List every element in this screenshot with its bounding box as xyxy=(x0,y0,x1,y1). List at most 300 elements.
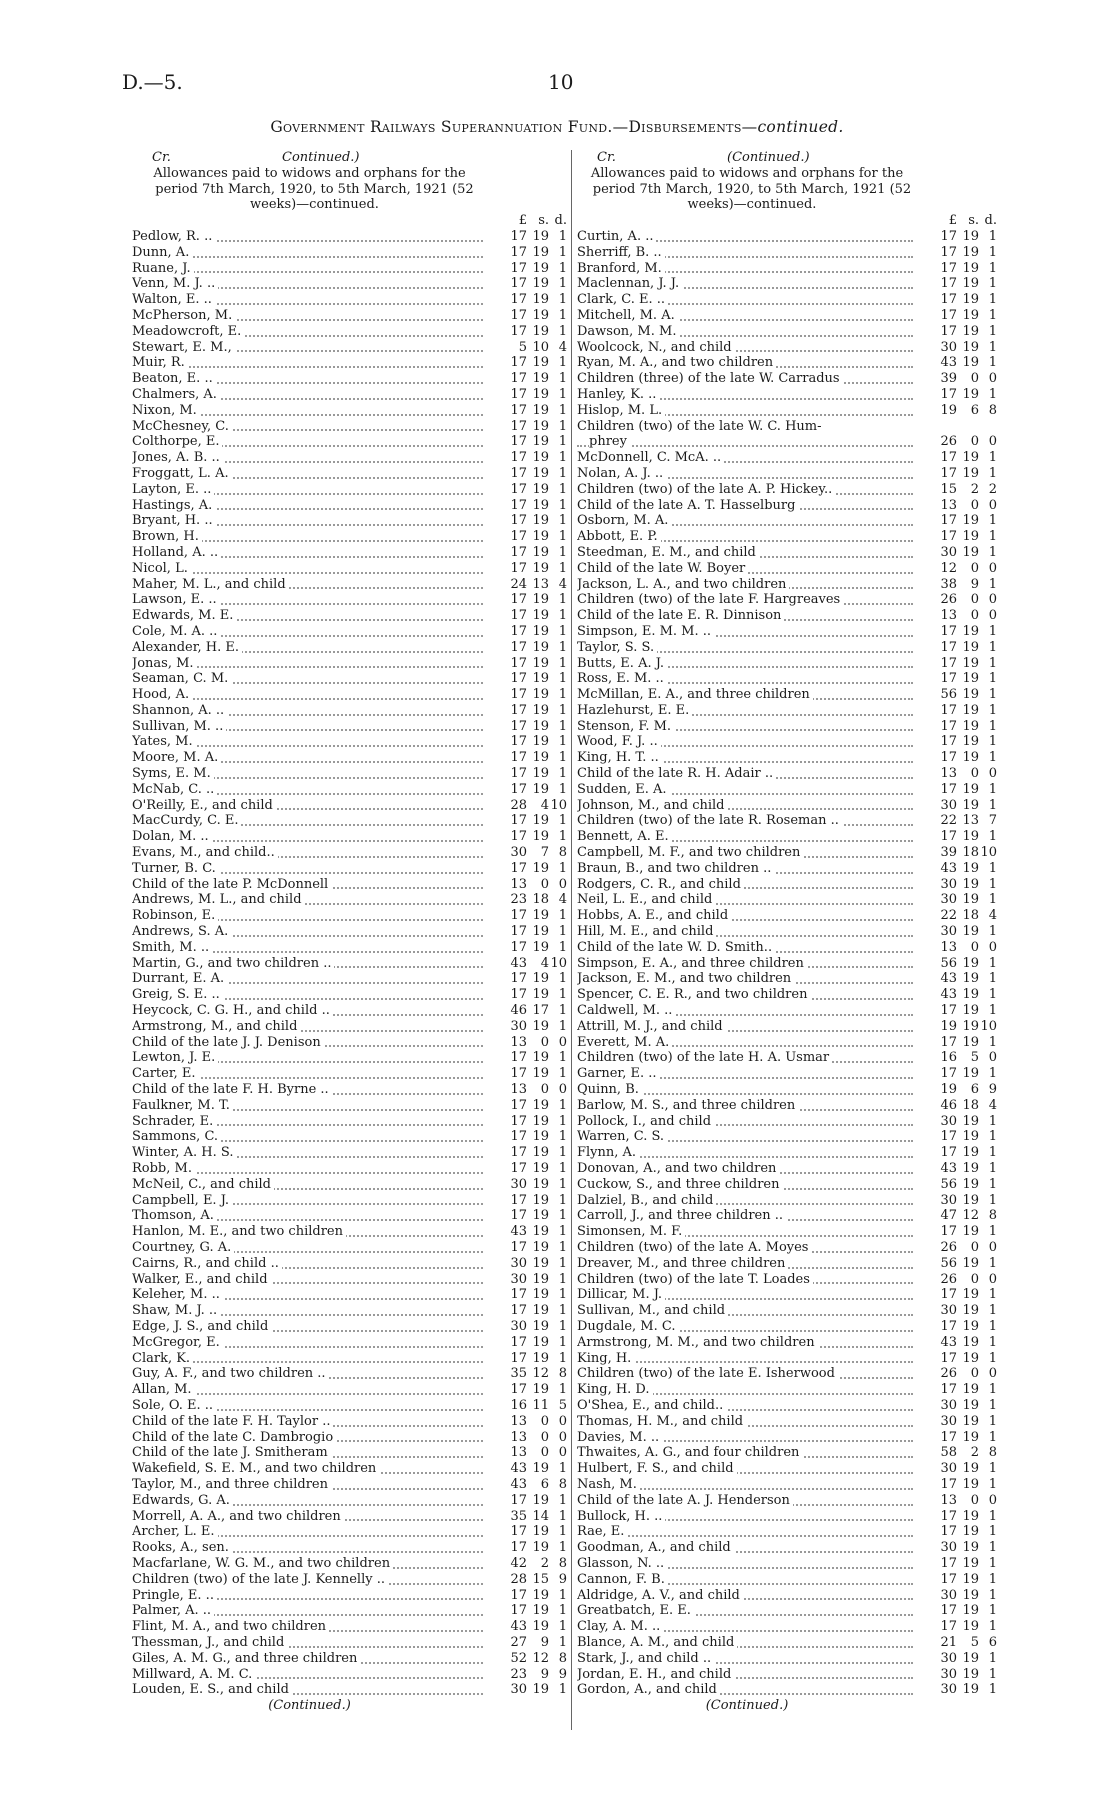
pounds-value: 35 xyxy=(510,1508,527,1524)
pence-value: 1 xyxy=(558,1382,567,1398)
pounds-value: 43 xyxy=(510,1461,527,1477)
pounds-value: 17 xyxy=(940,750,957,766)
pounds-value: 17 xyxy=(510,639,527,655)
table-row xyxy=(577,1287,997,1303)
payee-name: Smith, M. .. xyxy=(132,940,212,955)
pence-value: 1 xyxy=(558,1334,567,1350)
shillings-value: 9 xyxy=(540,1666,549,1682)
pence-value: 1 xyxy=(558,1113,567,1129)
table-row xyxy=(577,1129,997,1145)
payee-name: Nolan, A. J. .. xyxy=(577,466,666,481)
pounds-value: 17 xyxy=(510,1161,527,1176)
payee-name: Hill, M. E., and child xyxy=(577,924,716,939)
shillings-value: 19 xyxy=(962,1255,979,1271)
payee-name: Caldwell, M. .. xyxy=(577,1003,675,1018)
shillings-value: 19 xyxy=(962,1066,979,1082)
pence-value: 1 xyxy=(558,1603,567,1619)
pounds-value: 17 xyxy=(940,1145,957,1161)
table-row xyxy=(132,924,567,940)
pence-value: 0 xyxy=(988,1239,997,1255)
table-row xyxy=(132,1667,567,1683)
table-row xyxy=(577,1098,997,1114)
table-row xyxy=(577,371,997,387)
shillings-value: 19 xyxy=(532,544,549,560)
table-row xyxy=(577,703,997,719)
shillings-value: 19 xyxy=(962,971,979,987)
table-row xyxy=(132,1635,567,1651)
table-row xyxy=(132,355,567,371)
pence-value: 1 xyxy=(988,1682,997,1698)
pounds-value: 26 xyxy=(940,1271,957,1287)
shillings-value: 19 xyxy=(962,781,979,797)
table-row xyxy=(577,592,997,608)
shillings-value: 19 xyxy=(532,908,549,924)
pounds-value: 17 xyxy=(940,1382,957,1398)
shillings-value: 19 xyxy=(962,1129,979,1145)
shillings-value: 19 xyxy=(962,1508,979,1524)
pence-value: 1 xyxy=(558,434,567,450)
payee-name: Turner, B. C. xyxy=(132,861,219,876)
table-row xyxy=(132,324,567,340)
shillings-value: 12 xyxy=(532,1650,549,1666)
table-row xyxy=(132,734,567,750)
shillings-value: 19 xyxy=(962,513,979,529)
pounds-value: 17 xyxy=(510,1129,527,1145)
table-row xyxy=(577,1382,997,1398)
payee-name: Hazlehurst, E. E. xyxy=(577,703,692,718)
table-row xyxy=(132,387,567,403)
shillings-value: 2 xyxy=(540,1555,549,1571)
pence-value: 1 xyxy=(558,450,567,466)
table-row xyxy=(132,877,567,893)
pounds-value: 17 xyxy=(510,702,527,718)
pence-value: 4 xyxy=(558,339,567,355)
pence-value: 0 xyxy=(988,371,997,387)
pounds-value: 13 xyxy=(940,497,957,513)
pounds-value: 17 xyxy=(510,465,527,481)
table-row xyxy=(132,482,567,498)
payee-name: Andrews, M. L., and child xyxy=(132,892,305,907)
pounds-value: 17 xyxy=(940,1619,957,1635)
pounds-value: 17 xyxy=(940,465,957,481)
shillings-value: 19 xyxy=(962,1192,979,1208)
pence-value: 0 xyxy=(558,1429,567,1445)
shillings-value: 5 xyxy=(970,1050,979,1066)
payee-name: Bryant, H. .. xyxy=(132,513,216,528)
payee-name: Hulbert, F. S., and child xyxy=(577,1461,737,1476)
shillings-value: 19 xyxy=(962,1619,979,1635)
payee-name: Wakefield, S. E. M., and two children xyxy=(132,1461,379,1476)
pounds-value: 43 xyxy=(510,1224,527,1240)
table-row xyxy=(577,861,997,877)
shillings-value: 19 xyxy=(532,1334,549,1350)
pounds-value: 12 xyxy=(940,560,957,576)
shillings-value: 19 xyxy=(962,1161,979,1176)
pounds-value: 17 xyxy=(510,939,527,955)
pence-value: 1 xyxy=(988,1540,997,1556)
table-row xyxy=(577,608,997,624)
pence-value: 1 xyxy=(988,781,997,797)
pence-value: 1 xyxy=(558,1318,567,1334)
table-row xyxy=(132,1588,567,1604)
table-row xyxy=(132,719,567,735)
shillings-value: 19 xyxy=(532,971,549,987)
pounds-value: 17 xyxy=(510,1050,527,1066)
shillings-value: 19 xyxy=(962,1429,979,1445)
table-row xyxy=(577,1351,997,1367)
table-row xyxy=(132,261,567,277)
table-row xyxy=(577,529,997,545)
pounds-value: 17 xyxy=(510,971,527,987)
shillings-value: 19 xyxy=(532,924,549,940)
shillings-value: 19 xyxy=(532,1682,549,1698)
shillings-value: 19 xyxy=(532,434,549,450)
pence-value: 1 xyxy=(988,1587,997,1603)
pence-value: 1 xyxy=(988,323,997,339)
shillings-value: 19 xyxy=(532,1540,549,1556)
pence-value: 1 xyxy=(558,228,567,244)
shillings-value: 19 xyxy=(962,955,979,971)
payee-name: Heycock, C. G. H., and child .. xyxy=(132,1003,333,1018)
table-row xyxy=(132,450,567,466)
pounds-value: 15 xyxy=(940,481,957,497)
shillings-value: 19 xyxy=(532,655,549,671)
pounds-value: 24 xyxy=(510,576,527,592)
shillings-value: 5 xyxy=(970,1634,979,1650)
pounds-value: 46 xyxy=(510,1003,527,1019)
payee-name: Shannon, A. .. xyxy=(132,703,227,718)
shillings-value: 19 xyxy=(962,1461,979,1477)
pence-value: 1 xyxy=(988,1350,997,1366)
payee-name: Children (two) of the late J. Kennelly .. xyxy=(132,1572,388,1587)
payee-name: McNeil, C., and child xyxy=(132,1177,274,1192)
payee-name: Campbell, E. J. xyxy=(132,1193,232,1208)
table-row xyxy=(132,1019,567,1035)
payee-name: Seaman, C. M. xyxy=(132,671,231,686)
table-row xyxy=(577,1398,997,1414)
pounds-value: 17 xyxy=(510,1066,527,1082)
table-row xyxy=(577,924,997,940)
payee-name: Macfarlane, W. G. M., and two children xyxy=(132,1556,393,1571)
pence-value: 1 xyxy=(988,576,997,592)
table-row xyxy=(132,513,567,529)
pence-value: 1 xyxy=(558,623,567,639)
table-row xyxy=(577,1177,997,1193)
table-row xyxy=(132,1556,567,1572)
pounds-value: 17 xyxy=(510,813,527,829)
pence-value: 1 xyxy=(988,1224,997,1240)
table-row xyxy=(132,1445,567,1461)
payee-name: Palmer, A. .. xyxy=(132,1603,214,1618)
pounds-value: 17 xyxy=(510,276,527,292)
pounds-value: 17 xyxy=(510,1540,527,1556)
pounds-value: 17 xyxy=(940,781,957,797)
shillings-value: 19 xyxy=(532,1018,549,1034)
shillings-value: 19 xyxy=(532,386,549,402)
left-column xyxy=(132,150,567,1714)
pence-value: 8 xyxy=(988,1445,997,1461)
payee-name: Faulkner, M. T. xyxy=(132,1098,233,1113)
pence-value: 1 xyxy=(558,1050,567,1066)
payee-name: Sherriff, B. .. xyxy=(577,245,665,260)
table-row xyxy=(132,1430,567,1446)
payee-name: Quinn, B. xyxy=(577,1082,642,1097)
payee-name: Dalziel, B., and child xyxy=(577,1193,716,1208)
payee-name: Pringle, E. .. xyxy=(132,1588,217,1603)
shillings-value: 13 xyxy=(962,813,979,829)
pence-value: 1 xyxy=(988,1413,997,1429)
pence-value: 1 xyxy=(558,1303,567,1319)
pence-value: 1 xyxy=(988,1397,997,1413)
pence-value: 1 xyxy=(558,1239,567,1255)
pence-value: 1 xyxy=(558,560,567,576)
table-row xyxy=(132,340,567,356)
payee-name: MacCurdy, C. E. xyxy=(132,813,241,828)
shillings-value: 6 xyxy=(970,402,979,418)
pence-value: 1 xyxy=(988,1524,997,1540)
table-row xyxy=(577,276,997,292)
shillings-value: 7 xyxy=(540,845,549,861)
shillings-value: 0 xyxy=(540,1445,549,1461)
table-row xyxy=(577,450,997,466)
shillings-value: 19 xyxy=(532,939,549,955)
pounds-value: 17 xyxy=(940,1555,957,1571)
pounds-value: 16 xyxy=(940,1050,957,1066)
table-row xyxy=(132,1161,567,1177)
shillings-value: 0 xyxy=(970,939,979,955)
table-row xyxy=(132,1335,567,1351)
shillings-value: 19 xyxy=(532,766,549,782)
table-row xyxy=(132,1035,567,1051)
pounds-value: 30 xyxy=(940,1113,957,1129)
payee-name: Steedman, E. M., and child xyxy=(577,545,759,560)
table-row xyxy=(132,1572,567,1588)
payee-name: Ryan, M. A., and two children xyxy=(577,355,776,370)
pounds-value: 17 xyxy=(510,323,527,339)
payee-name: Child of the late W. Boyer xyxy=(577,561,748,576)
pounds-value: 17 xyxy=(940,292,957,308)
pounds-value: 19 xyxy=(940,1018,957,1034)
right-units-row xyxy=(577,213,997,229)
shillings-value: 19 xyxy=(532,1524,549,1540)
pence-value: 0 xyxy=(988,434,997,450)
payee-name: Butts, E. A. J. xyxy=(577,656,667,671)
payee-name: Child of the late R. H. Adair .. xyxy=(577,766,776,781)
pounds-value: 17 xyxy=(510,1192,527,1208)
table-row xyxy=(577,877,997,893)
pounds-value: 17 xyxy=(510,371,527,387)
shillings-value: 19 xyxy=(532,1192,549,1208)
pence-value: 1 xyxy=(558,987,567,1003)
payee-name: O'Reilly, E., and child xyxy=(132,798,276,813)
table-row xyxy=(577,245,997,261)
pounds-value: 17 xyxy=(510,734,527,750)
shillings-value: 19 xyxy=(962,860,979,876)
table-row xyxy=(577,1240,997,1256)
table-row xyxy=(132,577,567,593)
payee-name: Garner, E. .. xyxy=(577,1066,660,1081)
pence-value: 1 xyxy=(988,1303,997,1319)
shillings-value: 19 xyxy=(532,1161,549,1176)
payee-name: Rodgers, C. R., and child xyxy=(577,877,744,892)
pounds-value: 35 xyxy=(510,1366,527,1382)
shillings-value: 19 xyxy=(532,1619,549,1635)
pounds-value: 23 xyxy=(510,1666,527,1682)
table-row xyxy=(577,1540,997,1556)
payee-name: Dawson, M. M. xyxy=(577,324,679,339)
payee-name: Armstrong, M. M., and two children xyxy=(577,1335,818,1350)
table-row xyxy=(577,1003,997,1019)
pounds-value: 26 xyxy=(940,434,957,450)
table-row xyxy=(132,561,567,577)
payee-name: Chalmers, A. xyxy=(132,387,220,402)
pence-value: 0 xyxy=(988,497,997,513)
pence-value: 1 xyxy=(558,371,567,387)
pounds-value: 17 xyxy=(510,781,527,797)
pence-value: 1 xyxy=(558,1508,567,1524)
pence-value: 1 xyxy=(558,1587,567,1603)
table-row xyxy=(577,1145,997,1161)
payee-name: Branford, M. xyxy=(577,261,665,276)
shillings-value: 19 xyxy=(962,1382,979,1398)
payee-name: Donovan, A., and two children xyxy=(577,1161,779,1176)
pence-value: 1 xyxy=(558,276,567,292)
pence-value: 1 xyxy=(558,639,567,655)
pounds-value: 30 xyxy=(940,924,957,940)
pounds-value: 17 xyxy=(940,1508,957,1524)
pence-value: 1 xyxy=(988,1066,997,1082)
pence-value: 1 xyxy=(988,860,997,876)
pounds-value: 17 xyxy=(510,924,527,940)
table-row xyxy=(577,987,997,1003)
pounds-value: 17 xyxy=(510,544,527,560)
shillings-value: 19 xyxy=(962,1034,979,1050)
shillings-value: 19 xyxy=(532,829,549,845)
payee-name: Maclennan, J. J. xyxy=(577,276,682,291)
pounds-value: 17 xyxy=(510,1208,527,1224)
pence-value: 1 xyxy=(988,1318,997,1334)
pence-value: 1 xyxy=(558,544,567,560)
table-row xyxy=(132,750,567,766)
shillings-value: 19 xyxy=(962,1476,979,1492)
payee-name: Dugdale, M. C. xyxy=(577,1319,679,1334)
pence-value: 1 xyxy=(988,734,997,750)
pounds-value: 17 xyxy=(510,513,527,529)
shillings-value: 19 xyxy=(532,734,549,750)
left-continued-label: Continued.) xyxy=(282,150,360,165)
table-row xyxy=(577,798,997,814)
pence-value: 1 xyxy=(988,1192,997,1208)
right-continued-footer: (Continued.) xyxy=(705,1698,789,1714)
shillings-value: 0 xyxy=(970,1366,979,1382)
table-row xyxy=(577,498,997,514)
table-row xyxy=(132,813,567,829)
table-row xyxy=(132,829,567,845)
table-row xyxy=(577,845,997,861)
pence-value xyxy=(979,419,997,435)
shillings-value: 19 xyxy=(962,1555,979,1571)
table-row xyxy=(577,482,997,498)
pounds-value: 30 xyxy=(940,1461,957,1477)
payee-name: Walker, E., and child xyxy=(132,1272,271,1287)
pounds-value: 17 xyxy=(510,1239,527,1255)
pounds-value: 13 xyxy=(510,1413,527,1429)
payee-name: Beaton, E. .. xyxy=(132,371,216,386)
shillings-value: 19 xyxy=(962,1350,979,1366)
shillings-value: 19 xyxy=(532,1382,549,1398)
payee-name: Barlow, M. S., and three children xyxy=(577,1098,798,1113)
shillings-value: 12 xyxy=(962,1208,979,1224)
pence-value: 1 xyxy=(988,244,997,260)
table-row xyxy=(577,1335,997,1351)
pounds-value: 26 xyxy=(940,592,957,608)
pence-value: 1 xyxy=(988,1619,997,1635)
payee-name: Syms, E. M. xyxy=(132,766,214,781)
table-row xyxy=(577,1477,997,1493)
shillings-value: 19 xyxy=(962,671,979,687)
pounds-value: 17 xyxy=(940,1224,957,1240)
pence-value: 9 xyxy=(558,1571,567,1587)
shillings-value: 19 xyxy=(532,1350,549,1366)
pounds-value: 17 xyxy=(940,260,957,276)
table-row xyxy=(577,1572,997,1588)
payee-name: Cole, M. A. .. xyxy=(132,624,220,639)
table-row xyxy=(132,892,567,908)
pounds-value: 17 xyxy=(510,623,527,639)
payee-name: Alexander, H. E. xyxy=(132,640,242,655)
shillings-value: 19 xyxy=(532,1603,549,1619)
table-row xyxy=(132,1682,567,1698)
pence-value: 1 xyxy=(988,276,997,292)
pounds-value: 17 xyxy=(940,1318,957,1334)
payee-name: Hislop, M. L. xyxy=(577,403,665,418)
pounds-value: 17 xyxy=(510,1603,527,1619)
payee-name: McNab, C. .. xyxy=(132,782,217,797)
pounds-value: 17 xyxy=(940,450,957,466)
pence-value: 1 xyxy=(988,1650,997,1666)
pounds-value: 30 xyxy=(940,1397,957,1413)
pounds-value: 17 xyxy=(510,592,527,608)
payee-name: Carroll, J., and three children .. xyxy=(577,1208,786,1223)
shillings-value: 19 xyxy=(962,260,979,276)
table-row xyxy=(132,1461,567,1477)
pence-value: 1 xyxy=(558,655,567,671)
shillings-value: 0 xyxy=(970,371,979,387)
pence-value: 1 xyxy=(558,1350,567,1366)
payee-name: Sammons, C. xyxy=(132,1129,221,1144)
table-row xyxy=(577,1524,997,1540)
table-row xyxy=(577,1603,997,1619)
shillings-value: 0 xyxy=(970,1239,979,1255)
payee-name: Woolcock, N., and child xyxy=(577,340,735,355)
pence-value: 1 xyxy=(558,1540,567,1556)
table-row xyxy=(132,1114,567,1130)
pence-value: 1 xyxy=(558,860,567,876)
table-row xyxy=(577,1635,997,1651)
pounds-value: 17 xyxy=(510,987,527,1003)
table-row xyxy=(577,308,997,324)
pounds-value: 56 xyxy=(940,1255,957,1271)
pounds-value: 17 xyxy=(510,1350,527,1366)
table-row xyxy=(132,671,567,687)
pounds-value: 17 xyxy=(510,1303,527,1319)
table-row xyxy=(132,1208,567,1224)
pence-value: 1 xyxy=(988,1176,997,1192)
pence-value: 1 xyxy=(558,702,567,718)
table-row xyxy=(132,292,567,308)
payee-name: Ruane, J. xyxy=(132,261,194,276)
pounds-value: 17 xyxy=(940,1603,957,1619)
